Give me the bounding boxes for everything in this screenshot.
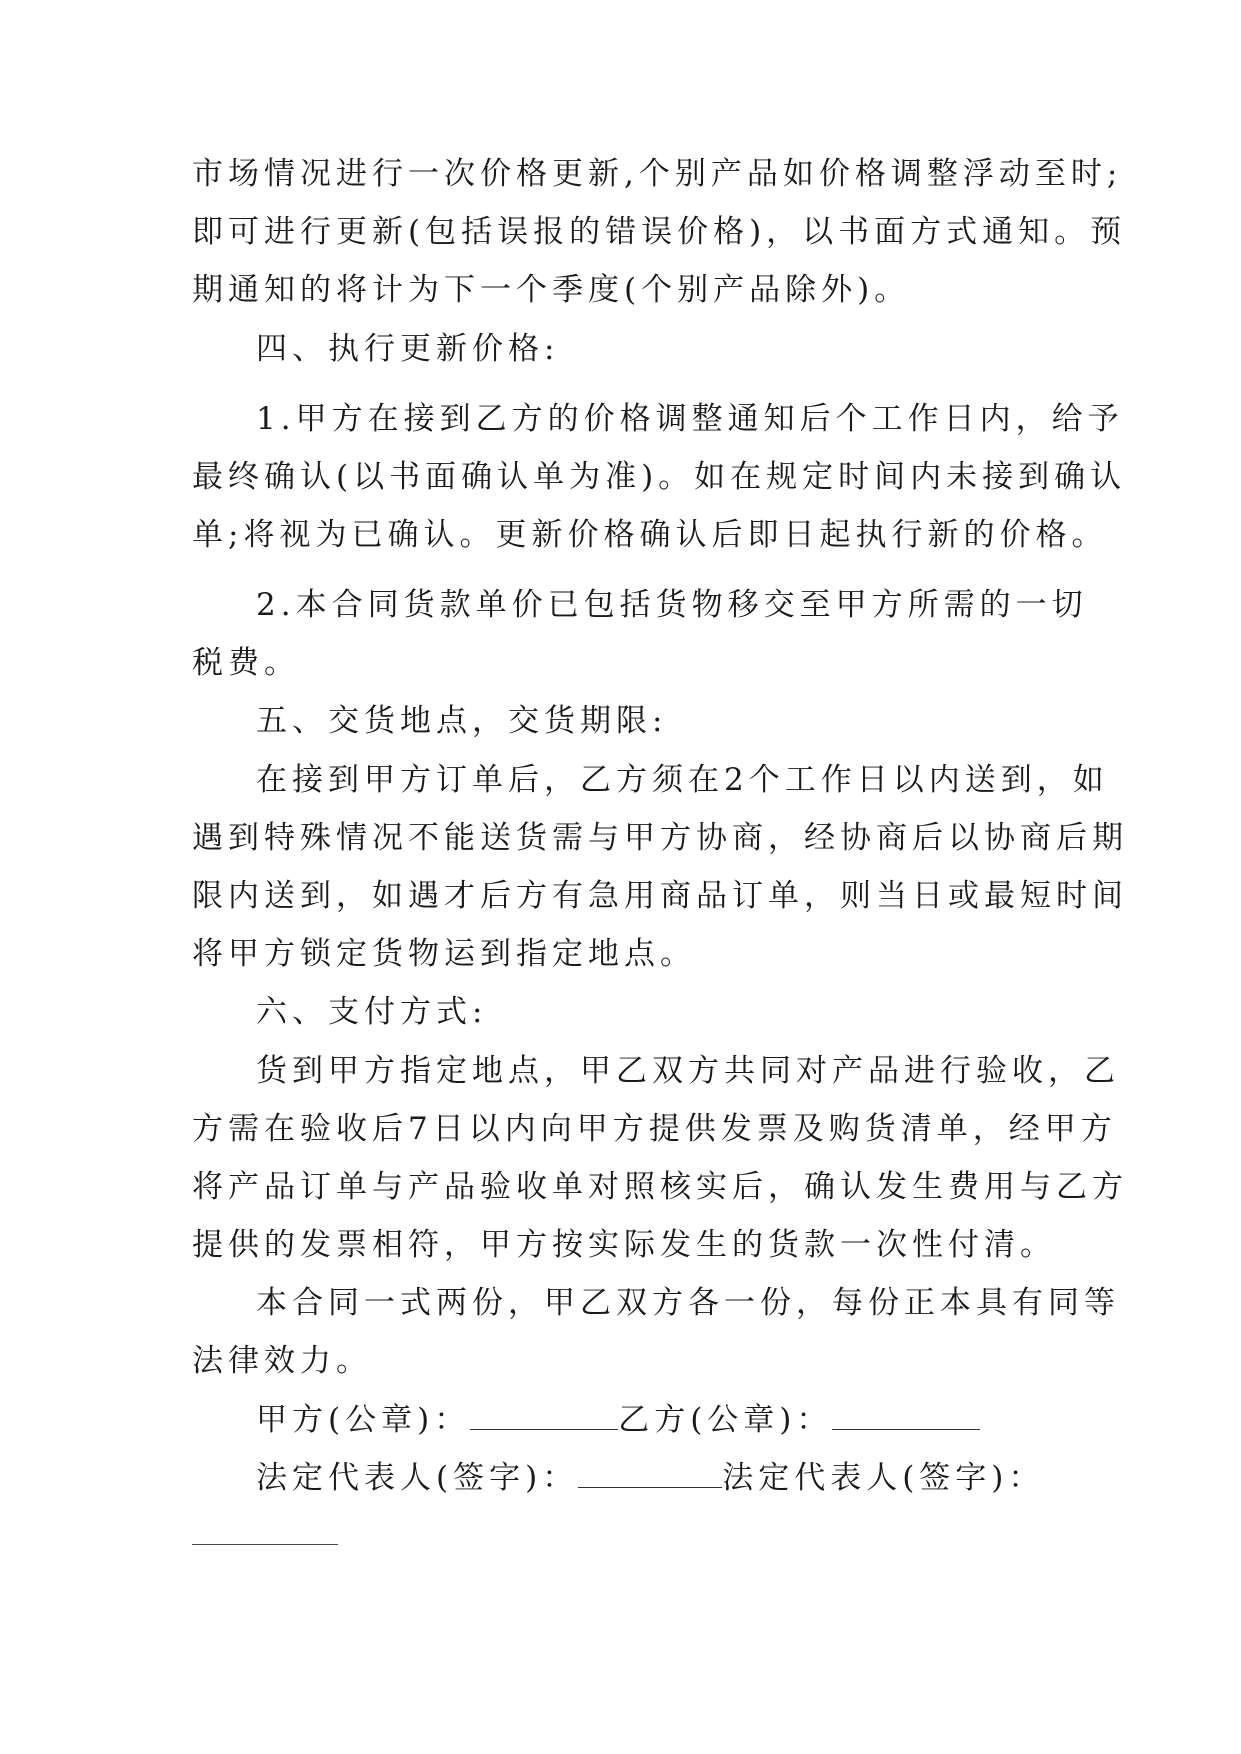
section-heading: 五、交货地点，交货期限: <box>256 703 668 739</box>
paragraph-line: 2.本合同货款单价已包括货物移交至甲方所需的一切 <box>256 587 1088 623</box>
paragraph-line: 即可进行更新(包括误报的错误价格)，以书面方式通知。预 <box>192 214 1127 250</box>
paragraph-line: 1.甲方在接到乙方的价格调整通知后个工作日内，给予 <box>256 401 1124 437</box>
paragraph-line: 货到甲方指定地点，甲乙双方共同对产品进行验收，乙 <box>256 1053 1120 1089</box>
party-b-seal-label: 乙方(公章)： <box>618 1402 833 1438</box>
paragraph-line: 将产品订单与产品验收单对照核实后，确认发生费用与乙方 <box>192 1169 1128 1205</box>
section-heading: 六、支付方式: <box>256 994 488 1030</box>
party-a-rep-blank <box>578 1459 722 1488</box>
paragraph-line: 最终确认(以书面确认单为准)。如在规定时间内未接到确认 <box>192 459 1127 495</box>
paragraph-line: 限内送到，如遇才后方有急用商品订单，则当日或最短时间 <box>192 878 1128 914</box>
paragraph-line: 法律效力。 <box>192 1343 372 1379</box>
paragraph-line: 遇到特殊情况不能送货需与甲方协商，经协商后以协商后期 <box>192 820 1128 856</box>
party-a-rep-label: 法定代表人(签字)： <box>256 1460 579 1496</box>
party-b-seal-blank <box>832 1401 980 1430</box>
party-b-rep-label: 法定代表人(签字)： <box>722 1460 1045 1496</box>
paragraph-line: 提供的发票相符，甲方按实际发生的货款一次性付清。 <box>192 1227 1056 1263</box>
paragraph-line: 将甲方锁定货物运到指定地点。 <box>192 936 696 972</box>
party-a-seal-label: 甲方(公章)： <box>256 1402 471 1438</box>
paragraph-line: 单;将视为已确认。更新价格确认后即日起执行新的价格。 <box>192 517 1108 553</box>
paragraph-line: 在接到甲方订单后，乙方须在2个工作日以内送到，如 <box>256 762 1109 798</box>
section-heading: 四、执行更新价格: <box>256 331 560 367</box>
paragraph-line: 方需在验收后7日以内向甲方提供发票及购货清单，经甲方 <box>192 1111 1117 1147</box>
paragraph-line: 市场情况进行一次价格更新,个别产品如价格调整浮动至时; <box>192 156 1123 192</box>
paragraph-line: 税费。 <box>192 645 300 681</box>
seal-line <box>256 1400 1052 1440</box>
paragraph-line: 本合同一式两份，甲乙双方各一份，每份正本具有同等 <box>256 1285 1120 1321</box>
party-b-rep-blank <box>192 1544 338 1545</box>
representative-line <box>256 1458 1052 1498</box>
party-a-seal-blank <box>470 1401 618 1430</box>
paragraph-line: 期通知的将计为下一个季度(个别产品除外)。 <box>192 272 911 308</box>
